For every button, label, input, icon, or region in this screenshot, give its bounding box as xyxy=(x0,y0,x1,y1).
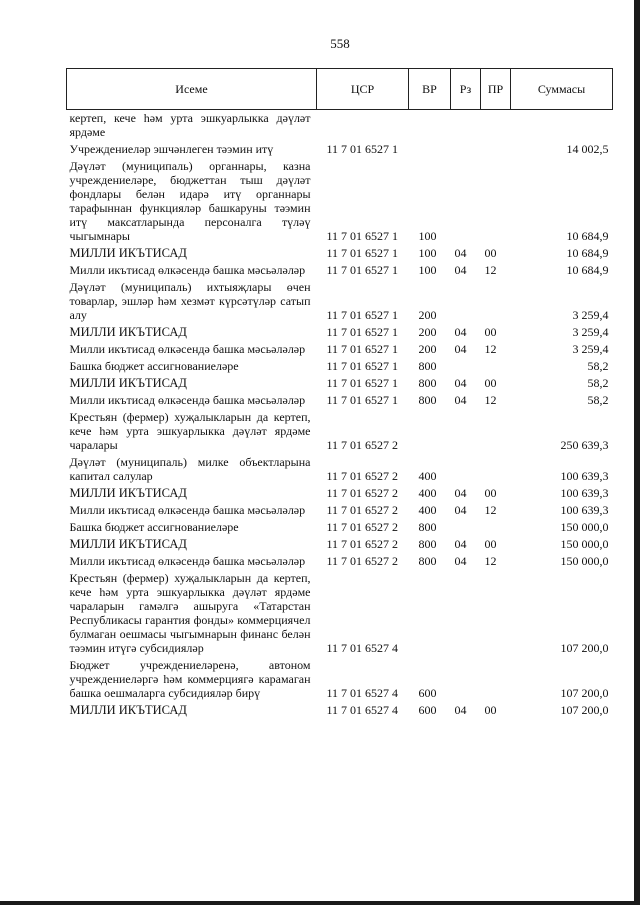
scan-edge-bottom xyxy=(0,901,640,905)
cell-sum: 3 259,4 xyxy=(572,342,609,356)
cell-rz xyxy=(451,409,481,454)
cell-name: Крестьян (фермер) хуҗалыкларын да кертеп, кече һәм урта эшкуарлыкка дәүләт ярдәме чаралары xyxy=(69,410,311,452)
table-row xyxy=(67,158,613,245)
cell-sum: 10 684,9 xyxy=(566,263,609,277)
cell-pr: 12 xyxy=(484,554,497,568)
cell-csr: 11 7 01 6527 1 xyxy=(326,308,399,322)
cell-name: Дәүләт (муниципаль) милке объектларына капитал салулар xyxy=(69,455,311,483)
cell-csr xyxy=(317,110,409,142)
cell-rz: 04 xyxy=(454,703,467,717)
cell-name: Милли икътисад өлкәсендә башка мәсьәләләр xyxy=(69,342,306,356)
cell-name: МИЛЛИ ИКЪТИСАД xyxy=(69,376,187,390)
header-name: Исеме xyxy=(67,69,317,110)
table-row xyxy=(67,392,613,409)
cell-name: МИЛЛИ ИКЪТИСАД xyxy=(69,486,187,500)
cell-pr: 12 xyxy=(484,393,497,407)
cell-sum: 107 200,0 xyxy=(560,641,609,655)
cell-csr: 11 7 01 6527 1 xyxy=(326,359,399,373)
cell-rz xyxy=(451,279,481,324)
cell-name: Учреждениеләр эшчәнлеген тәэмин итү xyxy=(69,142,274,156)
cell-pr xyxy=(481,409,511,454)
cell-sum: 3 259,4 xyxy=(572,308,609,322)
table-row xyxy=(67,502,613,519)
cell-pr: 12 xyxy=(484,263,497,277)
cell-vr: 800 xyxy=(418,554,437,568)
cell-name: Милли икътисад өлкәсендә башка мәсьәләләр xyxy=(69,503,306,517)
cell-name: МИЛЛИ ИКЪТИСАД xyxy=(69,703,187,717)
cell-rz xyxy=(451,110,481,142)
cell-csr: 11 7 01 6527 1 xyxy=(326,342,399,356)
cell-csr: 11 7 01 6527 2 xyxy=(326,537,399,551)
cell-vr: 400 xyxy=(418,486,437,500)
budget-table xyxy=(66,68,613,719)
cell-sum: 107 200,0 xyxy=(560,686,609,700)
table-row xyxy=(67,110,613,142)
cell-sum: 10 684,9 xyxy=(566,229,609,243)
cell-csr: 11 7 01 6527 1 xyxy=(326,325,399,339)
cell-csr: 11 7 01 6527 1 xyxy=(326,263,399,277)
cell-csr: 11 7 01 6527 2 xyxy=(326,520,399,534)
cell-rz: 04 xyxy=(454,325,467,339)
cell-name: Дәүләт (муниципаль) органнары, казна учреждениеләре, бюджеттан тыш дәүләт фондлары белән идарә итү органнары тарафыннан функцияләр башкаруны тәэмин итү максатларында персоналга түләү чыгымнары xyxy=(69,159,311,243)
cell-pr: 00 xyxy=(484,246,497,260)
cell-sum: 250 639,3 xyxy=(560,438,609,452)
cell-csr: 11 7 01 6527 4 xyxy=(326,641,399,655)
cell-csr: 11 7 01 6527 2 xyxy=(326,469,399,483)
header-vr: ВР xyxy=(409,69,451,110)
cell-vr: 800 xyxy=(418,359,437,373)
cell-csr: 11 7 01 6527 2 xyxy=(326,438,399,452)
table-row xyxy=(67,245,613,262)
table-row xyxy=(67,409,613,454)
header-pr: ПР xyxy=(481,69,511,110)
cell-sum: 150 000,0 xyxy=(560,537,609,551)
cell-csr: 11 7 01 6527 4 xyxy=(326,703,399,717)
table-row xyxy=(67,485,613,502)
table-row xyxy=(67,262,613,279)
cell-vr: 800 xyxy=(418,376,437,390)
cell-vr: 100 xyxy=(418,229,437,243)
cell-sum: 14 002,5 xyxy=(566,142,609,156)
cell-pr: 12 xyxy=(484,342,497,356)
cell-pr xyxy=(481,519,511,536)
cell-csr: 11 7 01 6527 1 xyxy=(326,376,399,390)
header-sum: Суммасы xyxy=(511,69,613,110)
cell-csr: 11 7 01 6527 2 xyxy=(326,503,399,517)
table-row xyxy=(67,702,613,719)
table-row xyxy=(67,375,613,392)
cell-csr: 11 7 01 6527 2 xyxy=(326,554,399,568)
cell-vr xyxy=(409,409,451,454)
cell-csr: 11 7 01 6527 2 xyxy=(326,486,399,500)
cell-name: МИЛЛИ ИКЪТИСАД xyxy=(69,246,187,260)
cell-pr xyxy=(481,141,511,158)
cell-sum: 100 639,3 xyxy=(560,469,609,483)
cell-rz: 04 xyxy=(454,263,467,277)
cell-rz: 04 xyxy=(454,246,467,260)
cell-sum: 107 200,0 xyxy=(560,703,609,717)
cell-sum: 150 000,0 xyxy=(560,520,609,534)
cell-name: Башка бюджет ассигнованиеләре xyxy=(69,520,239,534)
cell-vr: 400 xyxy=(418,503,437,517)
cell-name: Крестьян (фермер) хуҗалыкларын да кертеп, кече һәм урта эшкуарлыкка дәүләт ярдәме чараларын гамәлгә ашыруга «Татарстан Республикасы гарантия фонды» коммерциячел булмаган оешмасы чыгымнарын финанс белән тәэмин итүгә субсидияләр xyxy=(69,571,311,655)
cell-rz xyxy=(451,358,481,375)
header-csr: ЦСР xyxy=(317,69,409,110)
cell-pr xyxy=(481,358,511,375)
cell-pr: 00 xyxy=(484,325,497,339)
cell-vr xyxy=(409,570,451,657)
cell-pr xyxy=(481,454,511,485)
table-row xyxy=(67,324,613,341)
cell-rz: 04 xyxy=(454,342,467,356)
table-body xyxy=(67,110,613,720)
cell-rz: 04 xyxy=(454,393,467,407)
cell-rz: 04 xyxy=(454,486,467,500)
cell-vr: 200 xyxy=(418,342,437,356)
cell-sum: 150 000,0 xyxy=(560,554,609,568)
cell-sum: 58,2 xyxy=(587,393,609,407)
cell-pr xyxy=(481,110,511,142)
table-row xyxy=(67,358,613,375)
table-header-row xyxy=(67,69,613,110)
table-row xyxy=(67,341,613,358)
cell-pr xyxy=(481,657,511,702)
cell-pr: 00 xyxy=(484,703,497,717)
cell-csr: 11 7 01 6527 1 xyxy=(326,393,399,407)
cell-name: Милли икътисад өлкәсендә башка мәсьәләләр xyxy=(69,393,306,407)
cell-vr: 600 xyxy=(418,686,437,700)
table-row xyxy=(67,553,613,570)
cell-name: Милли икътисад өлкәсендә башка мәсьәләләр xyxy=(69,554,306,568)
cell-vr: 100 xyxy=(418,246,437,260)
cell-vr: 800 xyxy=(418,520,437,534)
table-row xyxy=(67,570,613,657)
cell-vr: 100 xyxy=(418,263,437,277)
cell-csr: 11 7 01 6527 4 xyxy=(326,686,399,700)
cell-rz xyxy=(451,141,481,158)
cell-name: МИЛЛИ ИКЪТИСАД xyxy=(69,537,187,551)
cell-sum: 100 639,3 xyxy=(560,503,609,517)
cell-csr: 11 7 01 6527 1 xyxy=(326,246,399,260)
cell-pr: 00 xyxy=(484,537,497,551)
cell-vr: 600 xyxy=(418,703,437,717)
header-rz: Рз xyxy=(451,69,481,110)
cell-name: Бюджет учреждениеләренә, автоном учреждениеләргә һәм коммерциягә карамаган башка оешмаларга субсидияләр бирү xyxy=(69,658,311,700)
cell-name: МИЛЛИ ИКЪТИСАД xyxy=(69,325,187,339)
cell-csr: 11 7 01 6527 1 xyxy=(326,142,399,156)
table-row xyxy=(67,536,613,553)
cell-name: кертеп, кече һәм урта эшкуарлыкка дәүләт ярдәме xyxy=(69,111,311,139)
cell-rz: 04 xyxy=(454,554,467,568)
table-row xyxy=(67,657,613,702)
page-number: 558 xyxy=(330,36,350,51)
cell-sum: 100 639,3 xyxy=(560,486,609,500)
cell-pr xyxy=(481,158,511,245)
cell-vr: 200 xyxy=(418,308,437,322)
cell-pr: 12 xyxy=(484,503,497,517)
cell-pr: 00 xyxy=(484,376,497,390)
cell-pr xyxy=(481,279,511,324)
table-row xyxy=(67,454,613,485)
cell-vr: 400 xyxy=(418,469,437,483)
table-row xyxy=(67,141,613,158)
cell-name: Башка бюджет ассигнованиеләре xyxy=(69,359,239,373)
cell-rz: 04 xyxy=(454,537,467,551)
cell-pr xyxy=(481,570,511,657)
cell-vr: 200 xyxy=(418,325,437,339)
cell-rz: 04 xyxy=(454,376,467,390)
cell-rz xyxy=(451,454,481,485)
cell-name: Дәүләт (муниципаль) ихтыяҗлары өчен товарлар, эшләр һәм хезмәт күрсәтүләр сатып алу xyxy=(69,280,311,322)
cell-vr: 800 xyxy=(418,537,437,551)
cell-rz xyxy=(451,570,481,657)
cell-vr xyxy=(409,110,451,142)
cell-sum: 58,2 xyxy=(587,376,609,390)
scan-edge-right xyxy=(634,0,640,905)
table-row xyxy=(67,519,613,536)
table-row xyxy=(67,279,613,324)
cell-rz: 04 xyxy=(454,503,467,517)
cell-sum: 58,2 xyxy=(587,359,609,373)
cell-rz xyxy=(451,657,481,702)
cell-sum xyxy=(511,110,613,142)
cell-sum: 3 259,4 xyxy=(572,325,609,339)
cell-pr: 00 xyxy=(484,486,497,500)
cell-rz xyxy=(451,519,481,536)
cell-vr: 800 xyxy=(418,393,437,407)
cell-rz xyxy=(451,158,481,245)
cell-vr xyxy=(409,141,451,158)
cell-csr: 11 7 01 6527 1 xyxy=(326,229,399,243)
cell-name: Милли икътисад өлкәсендә башка мәсьәләләр xyxy=(69,263,306,277)
cell-sum: 10 684,9 xyxy=(566,246,609,260)
